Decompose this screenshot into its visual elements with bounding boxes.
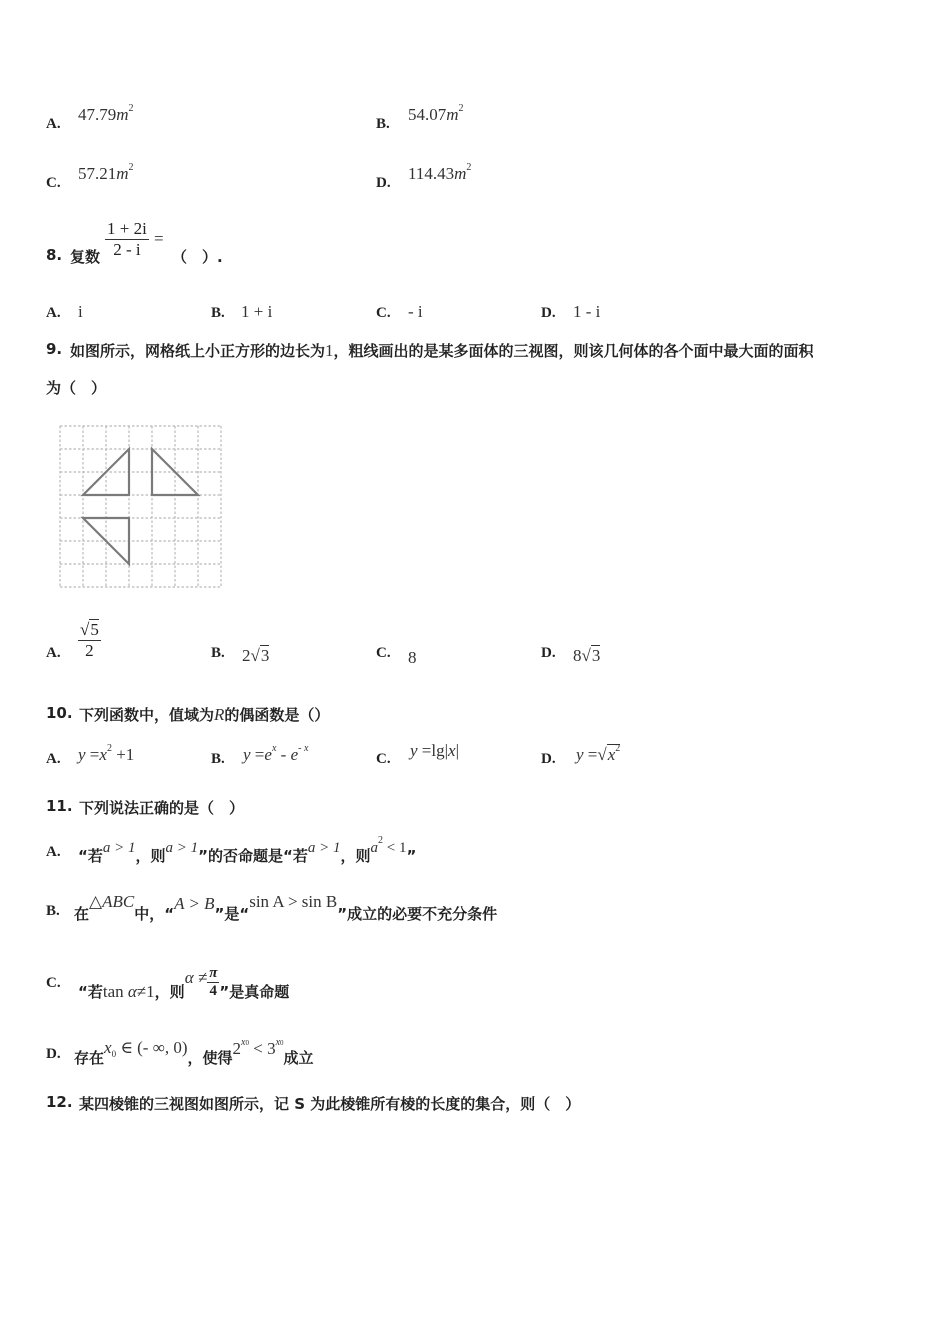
q11-text: 下列说法正确的是（ ） [79, 799, 245, 817]
q9-option-c-value: 8 [408, 648, 417, 667]
q11-option-b-label: B. [46, 903, 60, 919]
q8-option-c-label: C. [376, 305, 391, 321]
q9-number: 9. [46, 340, 63, 358]
q11-option-a-label: A. [46, 844, 61, 860]
q7-option-a-label: A. [46, 116, 61, 132]
q8-option-a-label: A. [46, 305, 61, 321]
q9-text-line2: 为（ ） [46, 379, 107, 397]
q7-option-a-value: $47.79m^2$ [78, 103, 134, 124]
q8-denominator: 2 - i [113, 240, 141, 259]
q10-option-d-formula: $y =√x^2$ [576, 743, 621, 764]
q8-number: 8. [46, 246, 63, 264]
q11-option-a-text: “若a > 1，则a > 1”的否命题是“若a > 1，则$a^2 < 1$” [78, 835, 417, 865]
q7-option-b-value: $54.07m^2$ [408, 103, 464, 124]
q12-number: 12. [46, 1093, 73, 1111]
figure-grid [60, 426, 221, 588]
q9-option-d-label: D. [541, 645, 556, 661]
q7-option-c-value: $57.21m^2$ [78, 162, 134, 183]
q9-option-b-label: B. [211, 645, 225, 661]
q7-option-b-label: B. [376, 116, 390, 132]
q11-option-d-text: 存在$x_0$ ∈ (- ∞, 0)，使得$2^{x0} < 3^{x0}$成立 [74, 1037, 314, 1067]
q11-option-b-text: 在△ABC中，“A > B”是“sin A > sin B”成立的必要不充分条件 [74, 892, 498, 923]
q8-option-d-label: D. [541, 305, 556, 321]
q8-numerator: 1 + 2i [107, 219, 147, 238]
q11-option-c-label: C. [46, 975, 61, 991]
q8-suffix: （ ）. [172, 248, 223, 266]
q10-option-c-formula: y =lg|x| [410, 741, 459, 760]
q8-fraction [105, 219, 149, 260]
q8-option-b-value: 1 + i [241, 302, 273, 321]
q11-number: 11. [46, 797, 73, 815]
q11-option-d-label: D. [46, 1046, 61, 1062]
q9-option-b-value: 2√3 [242, 646, 270, 665]
q8-equals: = [154, 229, 164, 248]
q10-text: 下列函数中，值域为R的偶函数是（） [79, 705, 330, 724]
q8-option-b-label: B. [211, 305, 225, 321]
q11-option-c-text: “若tan α≠1，则α ≠ $\frac{\pi}{4}$ ”是真命题 [78, 965, 290, 1001]
q10-option-a-label: A. [46, 751, 61, 767]
q12-text: 某四棱锥的三视图如图所示，记 S 为此棱锥所有棱的长度的集合，则（ ） [79, 1095, 581, 1113]
q8-prefix: 复数 [70, 248, 101, 266]
q8-option-c-value: - i [408, 302, 423, 321]
q10-number: 10. [46, 704, 73, 722]
q9-option-c-label: C. [376, 645, 391, 661]
q9-option-a-value: $\frac{√5}{2}$ [80, 620, 99, 660]
q8-option-d-value: 1 - i [573, 302, 601, 321]
q7-option-d-label: D. [376, 175, 391, 191]
q10-option-b-formula: $y =e^x - e^{- x}$ [243, 743, 309, 764]
q9-option-a-label: A. [46, 645, 61, 661]
q10-option-a-formula: $y =x^2 +1$ [78, 743, 135, 764]
q7-option-c-label: C. [46, 175, 61, 191]
q9-option-d-value: 8√3 [573, 646, 601, 665]
q7-option-d-value: $114.43m^2$ [408, 162, 472, 183]
q9-text-line1: 如图所示，网格纸上小正方形的边长为1，粗线画出的是某多面体的三视图，则该几何体的各个面中最大面的面积 [70, 341, 814, 360]
q8-option-a-value: i [78, 302, 83, 321]
front-view-triangle [83, 449, 129, 495]
three-view-figure [56, 422, 224, 590]
q10-option-d-label: D. [541, 751, 556, 767]
q10-option-c-label: C. [376, 751, 391, 767]
q10-option-b-label: B. [211, 751, 225, 767]
